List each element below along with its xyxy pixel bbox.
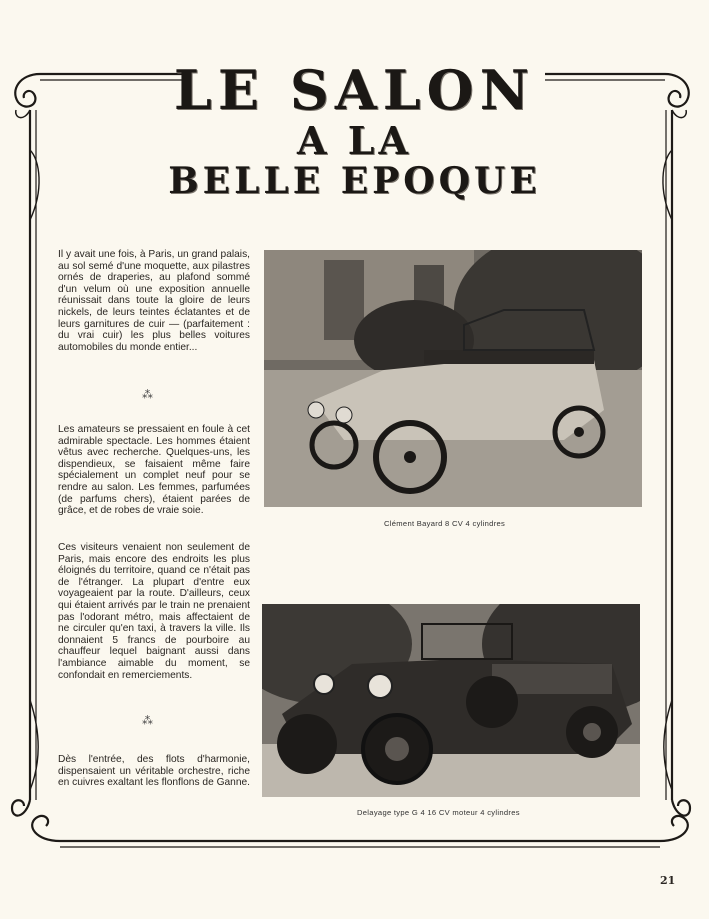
paragraph-2: Les amateurs se pressaient en foule à cet admirable spectacle. Les hommes étaient vêtus avec recherche. Quelques-uns, les dispendieux, se faisaient même faire spécialement un complet neuf pour se rendre au salon. Les femmes, parfumées (de parfums chers), étaient parées de grâce, et de robes de vraie soie.: [58, 424, 250, 517]
separator-2: ⁂: [142, 715, 153, 727]
photo-delayage: [262, 604, 640, 797]
page-number: 21: [660, 874, 676, 887]
paragraph-3: Ces visiteurs venaient non seulement de Paris, mais encore des endroits les plus éloignés du territoire, quand ce n'était pas de l'étranger. La plupart d'entre eux voyageaient par la route. D'ailleurs, ceux qui étaient arrivés par le train ne prenaient pas l'odorant métro, mais affectaient de ne circuler qu'en taxi, à travers la ville. Ils donnaient 5 francs de pourboire au chauffeur lequel baignant aussi dans l'ambiance aimable du moment, se confondait en remerciements.: [58, 542, 250, 681]
title-line-1: LE SALON: [173, 58, 536, 122]
title-line-2: A LA: [297, 118, 412, 163]
caption-photo-1: Clément Bayard 8 CV 4 cylindres: [384, 519, 506, 528]
photo-clement-bayard: [264, 250, 642, 507]
separator-1: ⁂: [142, 389, 153, 401]
paragraph-4: Dès l'entrée, des flots d'harmonie, dispensaient un véritable orchestre, riche en cuivres exaltant les flonflons de Ganne.: [58, 754, 250, 789]
vintage-car-photo-icon: [262, 604, 640, 797]
paragraph-1: Il y avait une fois, à Paris, un grand palais, au sol semé d'une moquette, aux pilastres ornés de draperies, au plafond sommé d'un velum où une exposition annuelle réunissait dans toute la gloire de leurs nickels, de leurs teintes éclatantes et de leurs garnitures de cuir — (parfaitement : du vrai cuir) les plus belles voitures automobiles du monde entier...: [58, 249, 250, 353]
vintage-car-photo-icon: [264, 250, 642, 507]
title-line-3: BELLE EPOQUE: [168, 160, 541, 202]
caption-photo-2: Delayage type G 4 16 CV moteur 4 cylindres: [357, 808, 520, 817]
